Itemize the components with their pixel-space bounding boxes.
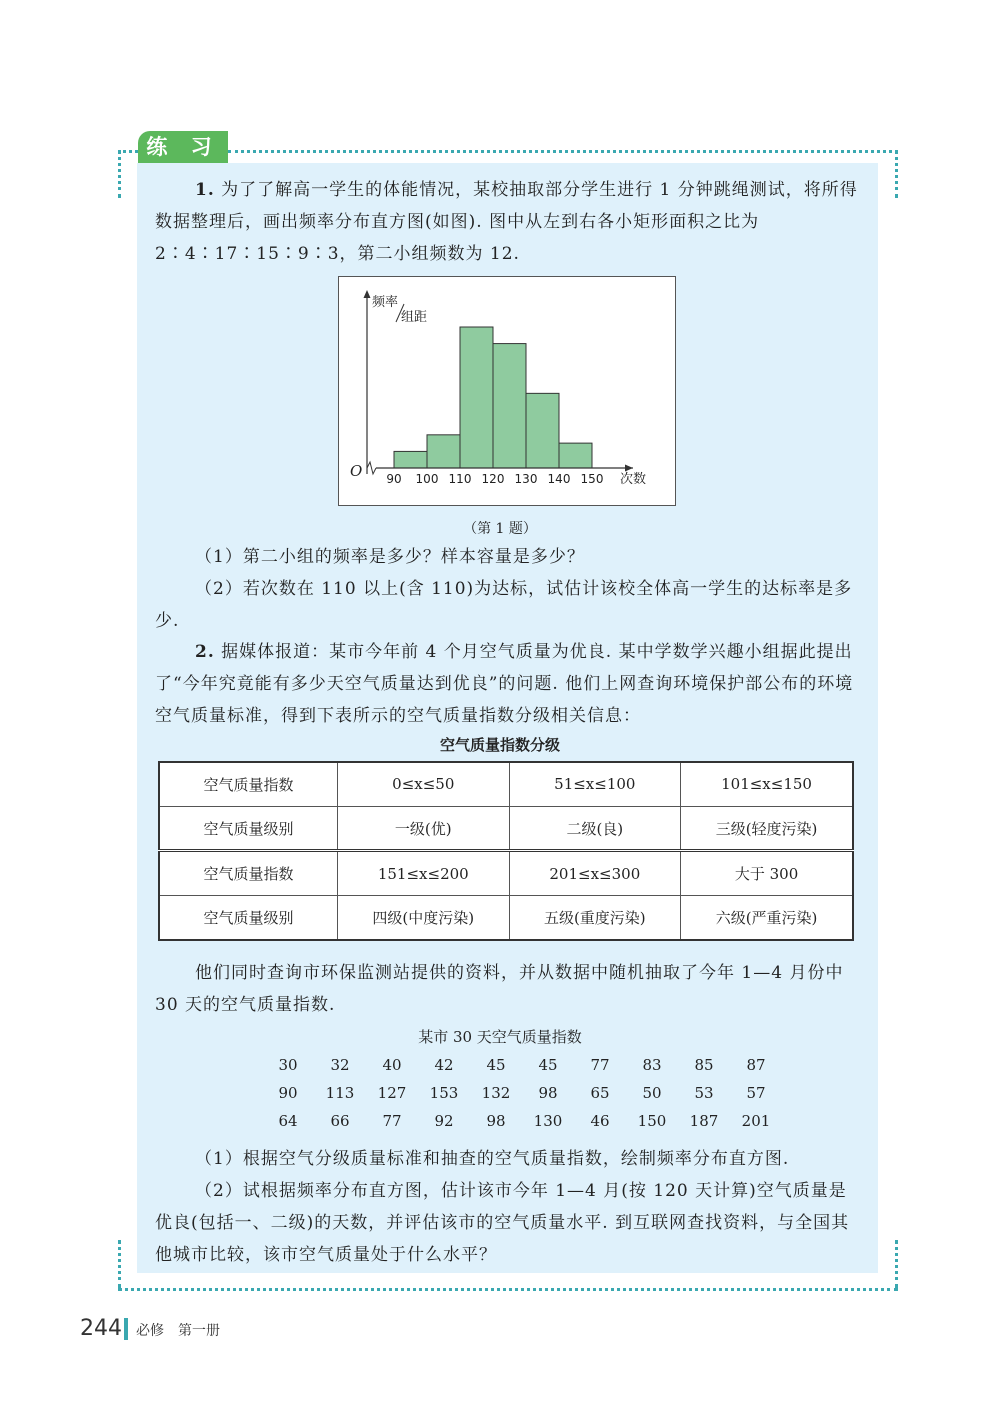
data-value: 77	[590, 1056, 610, 1074]
problem2-number: 2.	[195, 642, 215, 662]
x-tick-label: 120	[481, 472, 505, 486]
problem1-text	[155, 174, 861, 270]
data-value: 32	[330, 1056, 350, 1074]
data-value: 77	[382, 1112, 402, 1130]
problem1-number: 1.	[195, 180, 215, 200]
left-dotted-border	[118, 150, 121, 198]
problem1-q1: （1）第二小组的频率是多少？样本容量是多少？	[195, 547, 585, 567]
table-cell: 大于 300	[681, 851, 853, 896]
data-row	[262, 1051, 792, 1079]
table-cell: 二级(良)	[509, 806, 681, 851]
data-value: 45	[538, 1056, 558, 1074]
histogram-bar	[526, 393, 559, 468]
histogram-chart	[338, 276, 676, 506]
footer-divider	[124, 1318, 128, 1340]
data-value: 90	[278, 1084, 298, 1102]
table-cell: 空气质量指数	[159, 762, 338, 806]
data-value: 64	[278, 1112, 298, 1130]
table-title: 空气质量指数分级	[439, 736, 560, 754]
bottom-dotted-border	[118, 1288, 898, 1291]
data-value: 85	[694, 1056, 714, 1074]
bottom-left-dotted-border	[118, 1240, 121, 1288]
problem1-q2: （2）若次数在 110 以上(含 110)为达标，试估计该校全体高一学生的达标率是多少.	[155, 579, 853, 631]
x-tick-label: 110	[448, 472, 472, 486]
histogram-bar	[493, 344, 526, 468]
data-value: 87	[746, 1056, 766, 1074]
data-value: 132	[481, 1084, 511, 1102]
data-value: 127	[377, 1084, 407, 1102]
x-tick-label: 150	[580, 472, 604, 486]
air-quality-table	[158, 761, 854, 941]
data-value: 46	[590, 1112, 610, 1130]
x-tick-label: 130	[514, 472, 538, 486]
histogram-bar	[394, 451, 427, 468]
data-title: 某市 30 天空气质量指数	[418, 1028, 582, 1046]
data-value: 42	[434, 1056, 454, 1074]
data-value: 150	[637, 1112, 667, 1130]
data-value: 30	[278, 1056, 298, 1074]
histogram-bar	[427, 435, 460, 468]
data-value: 130	[533, 1112, 563, 1130]
table-cell: 六级(严重污染)	[681, 896, 853, 940]
book-title: 必修 第一册	[136, 1323, 220, 1339]
data-value: 113	[325, 1084, 355, 1102]
data-value: 50	[642, 1084, 662, 1102]
table-cell: 201≤x≤300	[509, 851, 681, 896]
data-value: 57	[746, 1084, 766, 1102]
origin-label: O	[350, 462, 363, 480]
table-cell: 0≤x≤50	[338, 762, 510, 806]
table-cell: 四级(中度污染)	[338, 896, 510, 940]
table-cell: 151≤x≤200	[338, 851, 510, 896]
data-value: 92	[434, 1112, 454, 1130]
table-row	[159, 851, 853, 896]
data-value: 45	[486, 1056, 506, 1074]
data-value: 40	[382, 1056, 402, 1074]
table-cell: 51≤x≤100	[509, 762, 681, 806]
y-label-bottom: 组距	[401, 310, 428, 325]
table-cell: 一级(优)	[338, 806, 510, 851]
table-row	[159, 896, 853, 940]
data-value: 83	[642, 1056, 662, 1074]
histogram-bar	[460, 327, 493, 468]
data-row	[262, 1079, 792, 1107]
problem2-q2: （2）试根据频率分布直方图，估计该市今年 1—4 月(按 120 天计算)空气质量是优良(包括一、二级)的天数，并评估该市的空气质量水平. 到互联网查找资料，与全国其他城市比较，该市空气质量处于什么水平？	[155, 1181, 850, 1265]
table-cell: 101≤x≤150	[681, 762, 853, 806]
bottom-right-dotted-border	[895, 1240, 898, 1288]
table-cell: 空气质量级别	[159, 806, 338, 851]
problem2-text2: 他们同时查询市环保监测站提供的资料，并从数据中随机抽取了今年 1—4 月份中 30 天的空气质量指数.	[155, 963, 844, 1015]
table-row	[159, 762, 853, 806]
section-tag: 练 习	[138, 131, 228, 163]
x-tick-label: 100	[415, 472, 439, 486]
page-number: 244	[80, 1316, 122, 1341]
data-value: 98	[486, 1112, 506, 1130]
table-cell: 空气质量级别	[159, 896, 338, 940]
data-value: 201	[741, 1112, 771, 1130]
problem2-text	[155, 636, 861, 732]
figure-caption: （第 1 题）	[463, 521, 537, 537]
problem2-q1: （1）根据空气分级质量标准和抽查的空气质量指数，绘制频率分布直方图.	[195, 1149, 790, 1169]
right-dotted-border	[895, 150, 898, 198]
data-value: 98	[538, 1084, 558, 1102]
problem1-body: 为了了解高一学生的体能情况，某校抽取部分学生进行 1 分钟跳绳测试，将所得数据整理后，画出频率分布直方图(如图). 图中从左到右各小矩形面积之比为 2∶4∶17∶15∶9∶3，第二小组频数为 12.	[155, 180, 858, 264]
histogram-bar	[559, 443, 592, 468]
x-tick-label: 140	[547, 472, 571, 486]
table-row	[159, 806, 853, 851]
data-value: 53	[694, 1084, 714, 1102]
aqi-data-grid	[262, 1051, 792, 1135]
data-value: 66	[330, 1112, 350, 1130]
table-cell: 三级(轻度污染)	[681, 806, 853, 851]
data-value: 153	[429, 1084, 459, 1102]
top-dotted-border	[228, 150, 898, 153]
data-value: 65	[590, 1084, 610, 1102]
problem2-body: 据媒体报道：某市今年前 4 个月空气质量为优良. 某中学数学兴趣小组据此提出了“今年究竟能有多少天空气质量达到优良”的问题. 他们上网查询环境保护部公布的环境空气质量标准，得到下表所示的空气质量指数分级相关信息：	[155, 642, 854, 726]
top-dotted-border-left	[118, 150, 138, 153]
data-row	[262, 1107, 792, 1135]
table-cell: 五级(重度污染)	[509, 896, 681, 940]
data-value: 187	[689, 1112, 719, 1130]
x-axis-label: 次数	[620, 472, 647, 487]
x-tick-label: 90	[386, 472, 402, 486]
table-cell: 空气质量指数	[159, 851, 338, 896]
y-label-top: 频率	[372, 295, 399, 310]
